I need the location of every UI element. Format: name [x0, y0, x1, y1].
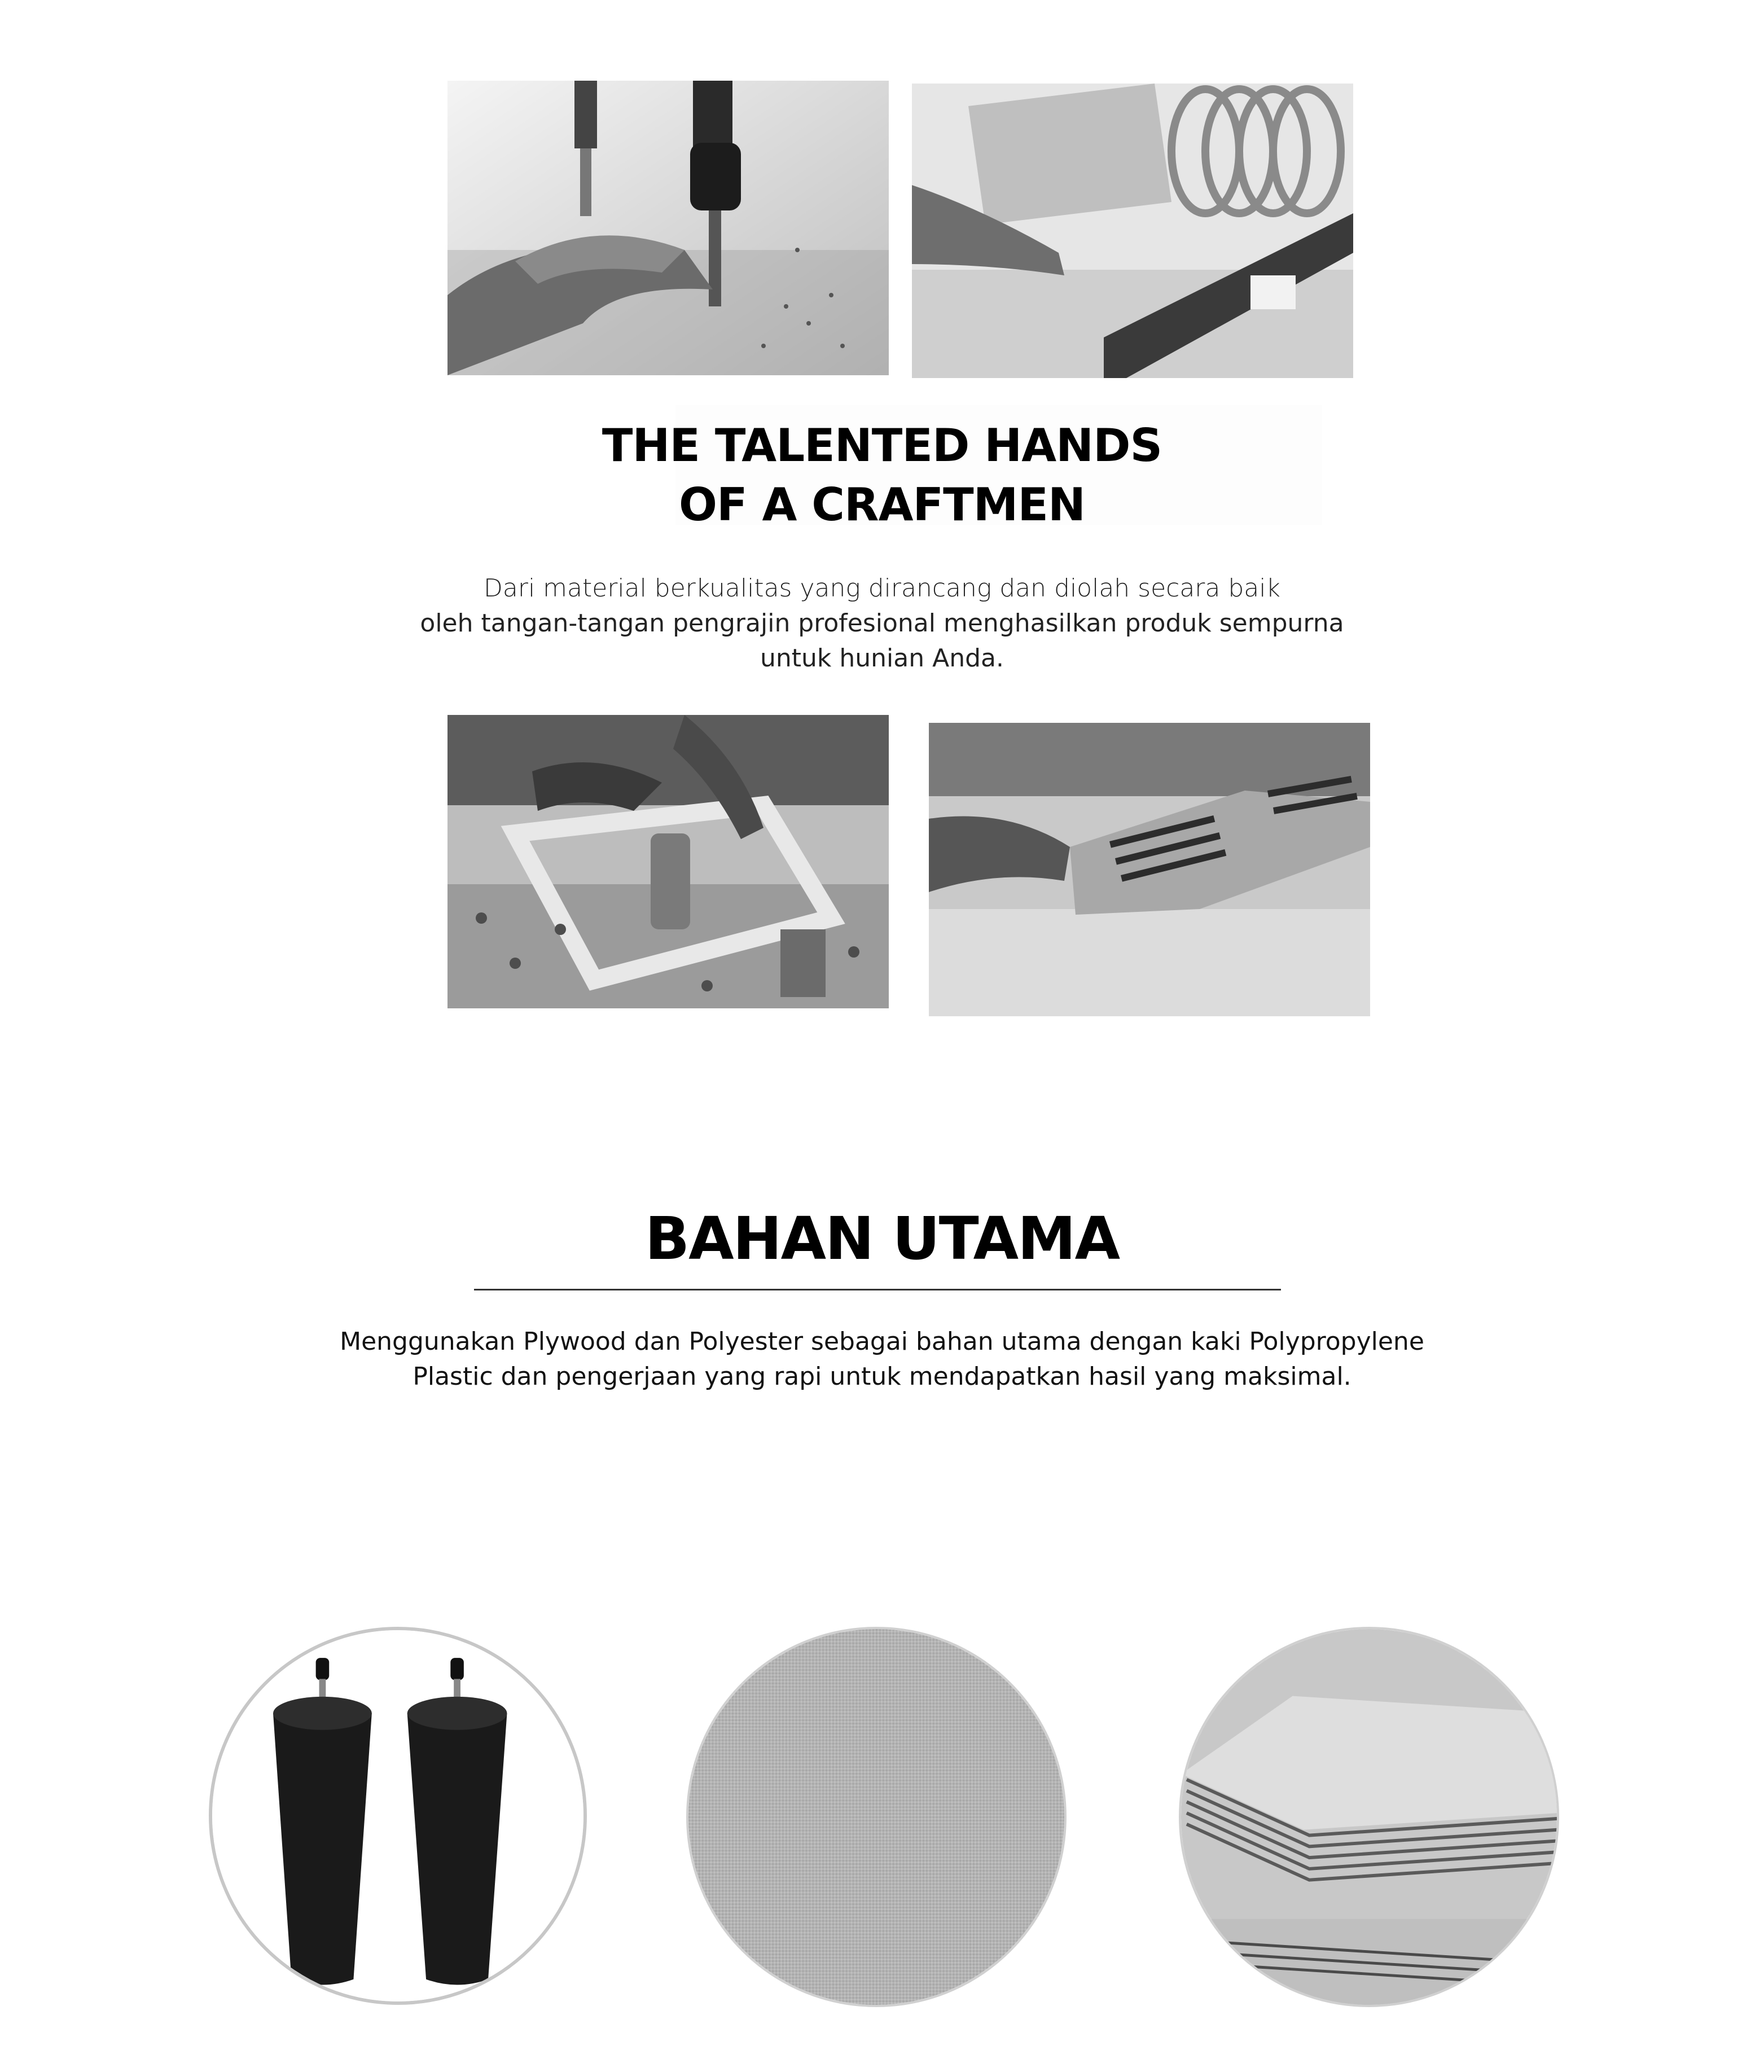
materials-divider — [474, 1289, 1281, 1290]
materials-title: BAHAN UTAMA — [644, 1204, 1120, 1273]
polypropylene-legs-image — [209, 1627, 587, 2005]
slat-assembly-photo — [929, 723, 1370, 1016]
craftsmanship-paragraph-line2: oleh tangan-tangan pengrajin profesional menghasilkan produk sempurna — [420, 609, 1344, 638]
craftsmanship-paragraph-line3: untuk hunian Anda. — [760, 644, 1004, 673]
materials-paragraph-line1: Menggunakan Plywood dan Polyester sebagai bahan utama dengan kaki Polypropylene — [340, 1327, 1424, 1356]
drilling-workshop-photo — [447, 81, 889, 375]
materials-paragraph-line2: Plastic dan pengerjaan yang rapi untuk mendapatkan hasil yang maksimal. — [413, 1362, 1351, 1391]
craftsmanship-title-line2: OF A CRAFTMEN — [679, 479, 1085, 531]
sawing-workshop-photo — [912, 84, 1353, 378]
plywood-image — [1179, 1627, 1559, 2007]
frame-assembly-photo — [447, 715, 889, 1008]
craftsmanship-title-line1: THE TALENTED HANDS — [602, 419, 1162, 472]
polyester-fabric-image — [686, 1627, 1067, 2007]
craftsmanship-paragraph-line1: Dari material berkualitas yang dirancang dan diolah secara baik — [484, 574, 1280, 603]
